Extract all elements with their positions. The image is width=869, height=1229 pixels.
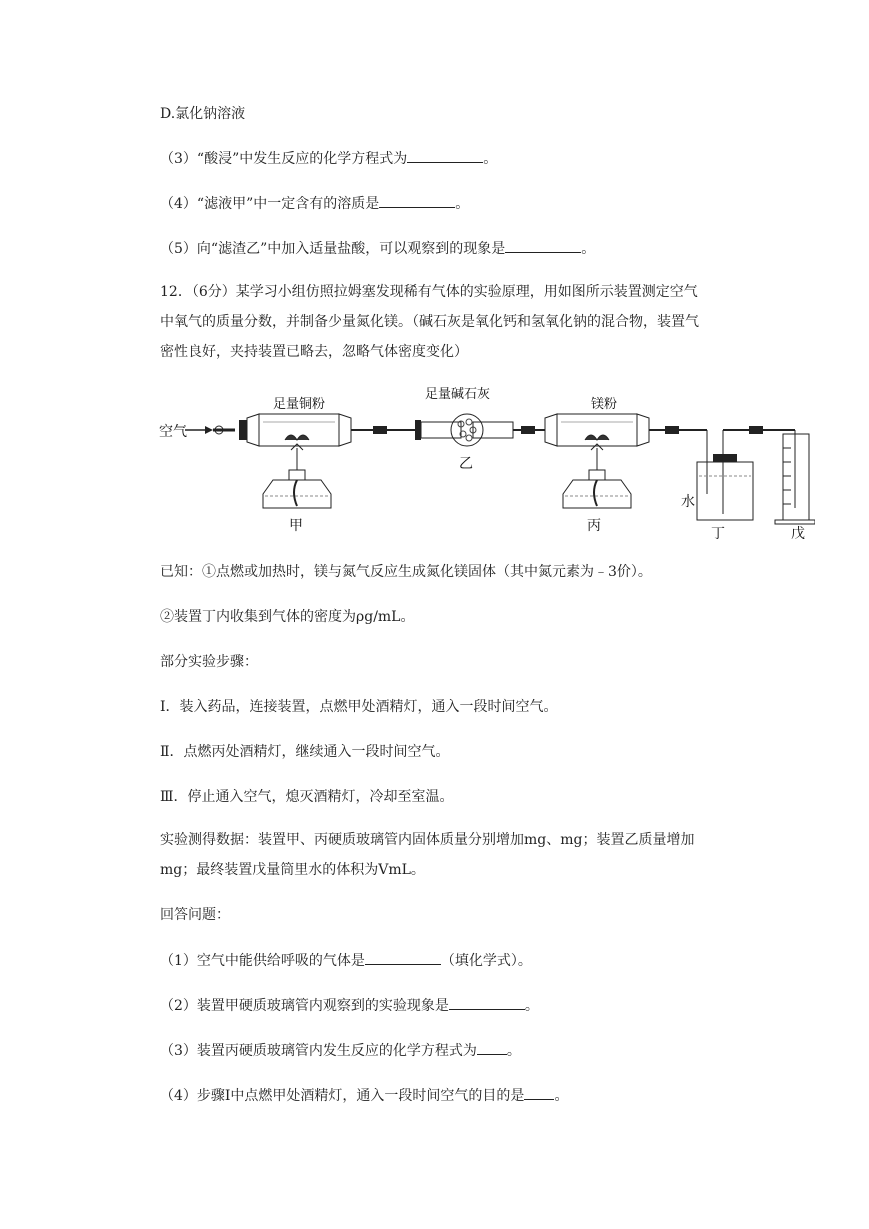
label-wu: 戊 (791, 526, 805, 542)
answer-blank[interactable] (365, 950, 441, 965)
question-5-line: （5）向“滤渣乙”中加入适量盐酸，可以观察到的现象是 。 (160, 238, 595, 259)
answer-heading: 回答问题： (160, 907, 230, 923)
known-2: ②装置丁内收集到气体的密度为ρg/mL。 (160, 609, 415, 625)
question-12-stem-2: 中氧气的质量分数，并制备少量氮化镁。（碱石灰是氧化钙和氢氧化钠的混合物，装置气 (160, 314, 699, 330)
label-jia: 甲 (289, 518, 303, 534)
question-4-line: （4）“滤液甲”中一定含有的溶质是 。 (160, 193, 469, 214)
tube-yi (415, 387, 513, 472)
answer-blank[interactable] (524, 1085, 554, 1100)
label-bing: 丙 (587, 518, 601, 534)
q12-sub-3: （3）装置丙硬质玻璃管内发生反应的化学方程式为 。 (160, 1040, 521, 1061)
question-12-stem-1: 12．（6分）某学习小组仿照拉姆塞发现稀有气体的实验原理，用如图所示装置测定空气 (160, 284, 698, 300)
arrow-icon (205, 426, 213, 434)
q12-sub-4: （4）步骤Ⅰ中点燃甲处酒精灯，通入一段时间空气的目的是 。 (160, 1085, 568, 1106)
apparatus-diagram (155, 378, 815, 548)
q12-sub-2: （2）装置甲硬质玻璃管内观察到的实验现象是 。 (160, 995, 539, 1016)
copper-label: 足量铜粉 (273, 397, 326, 412)
label-ding: 丁 (711, 526, 725, 542)
air-label: 空气 (159, 424, 187, 440)
step-2: Ⅱ．点燃丙处酒精灯，继续通入一段时间空气。 (160, 744, 450, 760)
question-12-stem-3: 密性良好，夹持装置已略去，忽略气体密度变化） (160, 344, 468, 360)
answer-blank[interactable] (505, 238, 581, 253)
step-1: Ⅰ．装入药品，连接装置，点燃甲处酒精灯，通入一段时间空气。 (160, 699, 558, 715)
bottle-ding (681, 454, 753, 542)
data-line-1: 实验测得数据：装置甲、丙硬质玻璃管内固体质量分别增加mg、mg；装置乙质量增加 (160, 832, 695, 848)
option-d: D.氯化钠溶液 (160, 106, 246, 122)
answer-blank[interactable] (379, 193, 455, 208)
step-3: Ⅲ．停止通入空气，熄灭酒精灯，冷却至室温。 (160, 789, 454, 805)
data-line-2: mg；最终装置戊量筒里水的体积为VmL。 (160, 862, 425, 878)
answer-blank[interactable] (477, 1040, 507, 1055)
sodalime-label: 足量碱石灰 (425, 387, 491, 402)
q12-sub-1: （1）空气中能供给呼吸的气体是 （填化学式）。 (160, 950, 532, 971)
known-1: 已知：①点燃或加热时，镁与氮气反应生成氮化镁固体（其中氮元素为﹣3价）。 (160, 564, 652, 580)
tube-jia (239, 396, 351, 446)
lamp-jia (263, 444, 331, 534)
steps-heading: 部分实验步骤： (160, 654, 258, 670)
lamp-bing (563, 444, 631, 534)
label-yi: 乙 (459, 456, 473, 472)
mg-label: 镁粉 (591, 397, 618, 412)
tube-bing (545, 396, 649, 446)
answer-blank[interactable] (449, 995, 525, 1010)
question-3-line: （3）“酸浸”中发生反应的化学方程式为 。 (160, 148, 497, 169)
water-label: 水 (681, 494, 695, 510)
answer-blank[interactable] (407, 148, 483, 163)
